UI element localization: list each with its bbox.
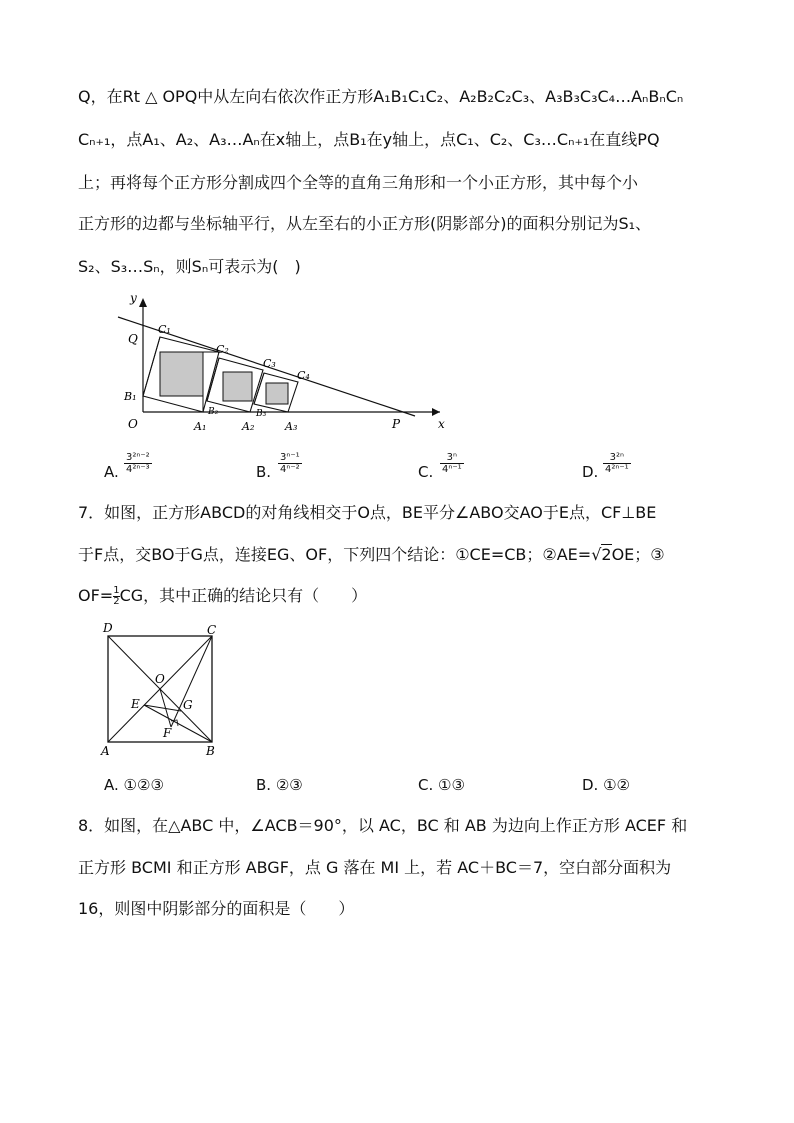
- q7-label-A: A: [101, 744, 110, 758]
- q6-label-C2: C₂: [216, 343, 229, 356]
- q7-label-O: O: [155, 672, 165, 686]
- q7-option-a-text: ①②③: [123, 776, 164, 794]
- q7-option-d-letter: D.: [582, 776, 599, 794]
- q6-label-A1: A₁: [194, 420, 207, 433]
- q6-option-b-den: 4ⁿ⁻²: [280, 464, 300, 475]
- q6-option-a-fraction: [124, 452, 152, 475]
- q6-option-b-num: 3ⁿ⁻¹: [280, 452, 300, 463]
- q7-option-b-text: ②③: [275, 776, 303, 794]
- q7-label-F: F: [163, 726, 172, 740]
- q7-line-3a: OF=: [78, 586, 114, 605]
- q7-line-3b: CG，其中正确的结论只有（ ）: [119, 586, 368, 605]
- q6-label-x: x: [438, 417, 445, 431]
- sqrt-symbol: √: [591, 545, 602, 564]
- q6-label-A3: A₃: [285, 420, 298, 433]
- q7-label-D: D: [103, 621, 113, 635]
- q7-option-c: [418, 776, 465, 794]
- q6-label-B3: B₃: [256, 409, 267, 419]
- q7-sqrt-value: 2: [601, 545, 612, 564]
- q6-line-3: 上；再将每个正方形分割成四个全等的直角三角形和一个小正方形，其中每个小: [78, 173, 639, 192]
- q7-option-b: [256, 776, 303, 794]
- q7-option-d-text: ①②: [603, 776, 631, 794]
- q6-option-d-den: 4²ⁿ⁻¹: [605, 464, 629, 475]
- q6-line-4: 正方形的边都与坐标轴平行，从左至右的小正方形(阴影部分)的面积分别记为S₁、: [78, 214, 652, 233]
- q6-option-d-fraction: [603, 452, 631, 475]
- q7-half-num: 1: [113, 585, 120, 596]
- q6-option-a-den: 4²ⁿ⁻³: [126, 464, 150, 475]
- q7-label-G: G: [183, 698, 193, 712]
- q7-option-c-text: ①③: [438, 776, 465, 794]
- q6-label-A2: A₂: [242, 420, 255, 433]
- q6-label-B1: B₁: [124, 390, 137, 403]
- q7-option-a-letter: A.: [104, 776, 119, 794]
- q6-option-c-fraction: [440, 452, 464, 475]
- q6-option-c-den: 4ⁿ⁻¹: [442, 464, 462, 475]
- q7-line-3: [78, 585, 367, 607]
- q6-label-y: y: [130, 291, 137, 305]
- q7-label-B: B: [206, 744, 215, 758]
- q6-label-B2: B₂: [208, 407, 219, 417]
- q7-label-C: C: [207, 623, 217, 637]
- q6-option-b-fraction: [278, 452, 302, 475]
- q7-half-den: 2: [113, 596, 120, 607]
- q8-line-2: 正方形 BCMI 和正方形 ABGF，点 G 落在 MI 上，若 AC＋BC＝7，空白部分面积为: [78, 858, 672, 877]
- q7-option-c-letter: C.: [418, 776, 434, 794]
- q7-line-2b: OE；③: [611, 545, 665, 564]
- q7-figure: [98, 618, 234, 760]
- q6-line-1: Q，在Rt △ OPQ中从左向右依次作正方形A₁B₁C₁C₂、A₂B₂C₂C₃、A₃B₃C₃C₄…AₙBₙCₙ: [78, 87, 684, 106]
- q7-line-2a: 于F点，交BO于G点，连接EG、OF，下列四个结论：①CE=CB；②AE=: [78, 545, 592, 564]
- q6-line-5: S₂、S₃…Sₙ，则Sₙ可表示为( ): [78, 257, 301, 276]
- q6-option-d-num: 3²ⁿ: [603, 452, 631, 464]
- q7-option-a: [104, 776, 164, 794]
- q6-label-O: O: [128, 417, 138, 431]
- q6-option-c-letter: C.: [418, 463, 434, 481]
- q7-label-E: E: [131, 697, 140, 711]
- q7-option-d: [582, 776, 630, 794]
- q7-option-b-letter: B.: [256, 776, 272, 794]
- q8-line-1: 8．如图，在△ABC 中，∠ACB＝90°，以 AC，BC 和 AB 为边向上作正方形 ACEF 和: [78, 816, 688, 835]
- q7-line-2: [78, 544, 665, 566]
- q6-label-C4: C₄: [297, 369, 310, 382]
- q6-option-a-letter: A.: [104, 463, 119, 481]
- q6-label-C3: C₃: [263, 357, 276, 370]
- q6-line-2: Cₙ₊₁，点A₁、A₂、A₃…Aₙ在x轴上，点B₁在y轴上，点C₁、C₂、C₃…Cₙ₊₁在直线PQ: [78, 130, 660, 149]
- q6-option-a-num: 3²ⁿ⁻²: [126, 452, 150, 463]
- q6-option-d-letter: D.: [582, 463, 599, 481]
- q6-label-P: P: [392, 417, 401, 431]
- q7-line-1: 7．如图，正方形ABCD的对角线相交于O点，BE平分∠ABO交AO于E点，CF⊥BE: [78, 503, 657, 522]
- q6-option-c-num: 3ⁿ: [440, 452, 464, 464]
- q8-line-3: 16，则图中阴影部分的面积是（ ）: [78, 899, 355, 918]
- q6-option-b-letter: B.: [256, 463, 272, 481]
- q6-label-Q: Q: [128, 332, 138, 346]
- q6-figure: [110, 290, 460, 440]
- q6-label-C1: C₁: [158, 323, 171, 336]
